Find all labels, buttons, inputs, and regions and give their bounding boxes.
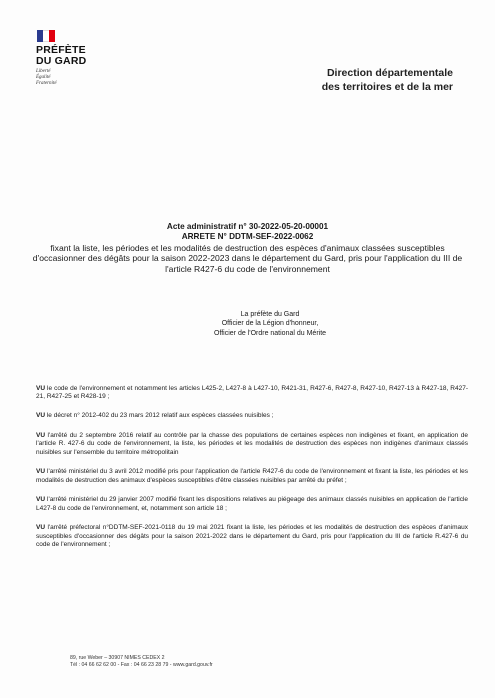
title-description: fixant la liste, les périodes et les modalités de destruction des espèces d'animaux classées susceptibles d'occasionner des dégâts pour la saison 2022-2023 dans le département du Gard, pris pour l'application du III de l'article R427-6 du code de l'environnement [32, 243, 463, 274]
visa-prefix: VU [36, 412, 46, 420]
republic-motto [36, 69, 126, 87]
visa-text: l'arrêté ministériel du 29 janvier 2007 modifié fixant les dispositions relatives au piégeage des animaux classés nuisibles en application de l'article L427-8 du code de l'environnement, et, notamment son article 18 ; [36, 496, 468, 512]
footer-contact: Tél : 04 66 62 62 00 - Fax : 04 66 23 28 79 - www.gard.gouv.fr [70, 662, 213, 669]
visa-text: l'arrêté préfectoral n°DDTM-SEF-2021-0118 du 19 mai 2021 fixant la liste, les périodes et les modalités de destruction des espèces d'animaux susceptibles d'occasionner des dégâts pour la saison 2021-2022 dans le département du Gard, pris pour l'application du III de l'article R.427-6 du code de l'environnement ; [36, 524, 468, 549]
prefecture-line2: DU GARD [36, 55, 87, 67]
visa-prefix: VU [36, 468, 46, 476]
visa-prefix: VU [36, 524, 46, 532]
visa-paragraph [36, 496, 468, 513]
signer-honour-2: Officier de l'Ordre national du Mérite [213, 329, 327, 337]
visa-text: le code de l'environnement et notamment les articles L425-2, L427-8 à L427-10, R421-31, R427-6, R427-8, R427-10, R427-13 à R427-18, R427-21, R427-25 et R428-19 ; [36, 384, 468, 401]
visa-text: le décret n° 2012-402 du 23 mars 2012 relatif aux espèces classées nuisibles ; [45, 412, 274, 420]
visa-paragraph [36, 524, 468, 550]
act-number: Acte administratif n° 30-2022-05-20-00001 [166, 222, 329, 231]
direction-line2: des territoires et de la mer [321, 81, 453, 93]
page-footer [70, 655, 370, 669]
prefecture-name [36, 45, 126, 67]
direction-line1: Direction départementale [326, 67, 453, 79]
footer-address: 89, rue Weber – 30907 NIMES CEDEX 2 [70, 655, 165, 661]
signer-title: La préfète du Gard [240, 311, 300, 318]
visa-paragraph [36, 468, 468, 485]
visa-prefix: VU [36, 384, 46, 392]
signatory-block [150, 310, 390, 338]
issuing-directorate [233, 66, 453, 94]
visa-paragraph [36, 432, 468, 458]
french-flag-icon [37, 30, 55, 42]
motto-fraternite: Fraternité [36, 81, 57, 86]
document-title [30, 222, 465, 274]
visa-prefix: VU [36, 496, 46, 504]
prefecture-logo [36, 30, 126, 87]
visa-prefix: VU [36, 431, 46, 439]
motto-liberte: Liberté [36, 69, 51, 74]
motto-egalite: Égalité [36, 75, 51, 80]
signer-honour-1: Officier de la Légion d'honneur, [221, 320, 319, 328]
prefecture-line1: PRÉFÈTE [36, 44, 86, 56]
visa-text: l'arrêté du 2 septembre 2016 relatif au contrôle par la chasse des populations de certaines espèces non indigènes et fixant, en application de l'article R. 427-6 du code de l'environnement, la liste, les périodes et les modalités de destruction des espèces non indigènes d'animaux classés nuisibles sur l'ensemble du territoire métropolitain [36, 431, 468, 457]
visa-text: l'arrêté ministériel du 3 avril 2012 modifié pris pour l'application de l'article R427-6 du code de l'environnement et fixant la liste, les périodes et les modalités de destruction des animaux d'espèces susceptibles d'être classées nuisibles par arrêté du préfet ; [36, 468, 468, 484]
visa-paragraph [36, 385, 468, 402]
visa-list [36, 378, 468, 561]
arrete-number: ARRETE N° DDTM-SEF-2022-0062 [181, 232, 314, 241]
visa-paragraph [36, 412, 468, 421]
